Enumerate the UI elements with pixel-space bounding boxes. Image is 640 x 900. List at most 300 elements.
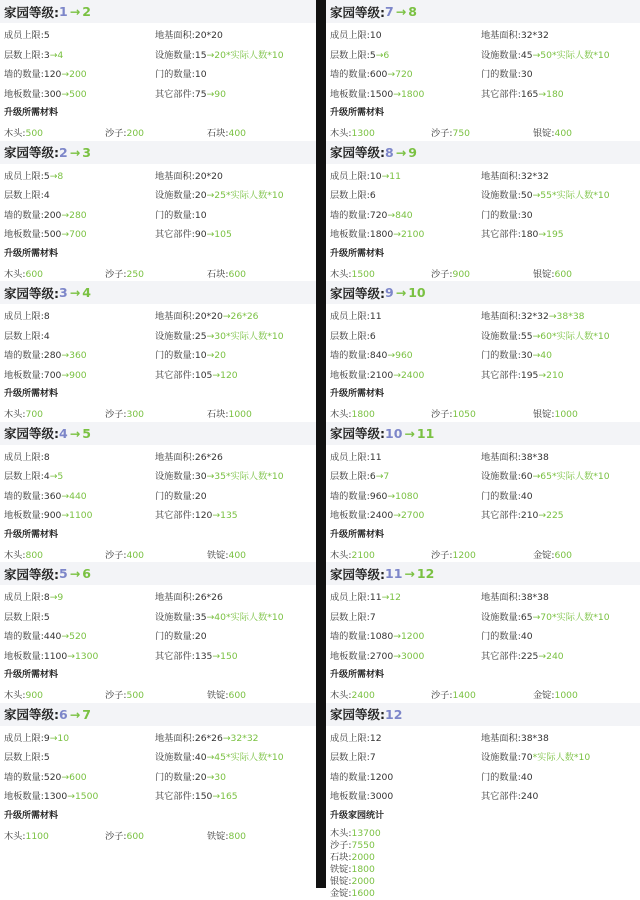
stat-cell bbox=[155, 168, 223, 182]
level-prefix: 家园等级: bbox=[330, 145, 385, 160]
stat-upgrade: →210 bbox=[538, 369, 564, 381]
material-label: 木头: bbox=[4, 128, 26, 139]
stat-label: 成员上限: bbox=[4, 592, 44, 603]
material-label: 木头: bbox=[4, 549, 26, 561]
stat-cell bbox=[481, 47, 610, 61]
stat-rows bbox=[0, 445, 316, 523]
stat-row bbox=[0, 503, 316, 523]
stat-value: 55 bbox=[520, 330, 533, 342]
stat-upgrade: →150 bbox=[212, 650, 238, 662]
stat-cell bbox=[4, 589, 63, 603]
stat-label: 地基面积: bbox=[155, 451, 195, 463]
material-value: 2400 bbox=[351, 690, 375, 701]
stat-label: 门的数量: bbox=[155, 771, 195, 783]
stat-cell bbox=[4, 226, 87, 240]
material-label: 沙子: bbox=[105, 549, 127, 561]
stat-label: 门的数量: bbox=[481, 69, 521, 80]
stat-row bbox=[326, 343, 640, 363]
stat-row bbox=[326, 445, 640, 465]
materials-row bbox=[0, 683, 316, 703]
stat-value: 32*32 bbox=[520, 170, 549, 182]
stat-upgrade: →4 bbox=[49, 49, 64, 61]
stat-cell bbox=[481, 730, 549, 744]
material-cell bbox=[431, 547, 476, 561]
stat-label: 设施数量: bbox=[155, 611, 195, 623]
stat-label: 门的数量: bbox=[481, 209, 521, 221]
stat-value: 7 bbox=[369, 611, 376, 623]
stat-label: 层数上限: bbox=[4, 752, 44, 763]
stat-value: 20*20 bbox=[194, 311, 223, 322]
stat-value: 5 bbox=[43, 30, 50, 41]
stat-upgrade: →165 bbox=[212, 791, 238, 802]
stat-label: 地板数量: bbox=[330, 369, 370, 381]
stat-label: 地板数量: bbox=[4, 510, 44, 521]
stat-rows bbox=[0, 23, 316, 101]
level-to: 3 bbox=[82, 144, 91, 160]
material-label: 木头: bbox=[4, 690, 26, 701]
stat-cell bbox=[481, 769, 533, 783]
material-label: 铁锭: bbox=[207, 830, 229, 842]
stat-value: 38*38 bbox=[520, 592, 549, 603]
stat-cell bbox=[330, 27, 382, 41]
stat-cell bbox=[155, 367, 238, 381]
stat-label: 设施数量: bbox=[481, 49, 521, 61]
level-prefix: 家园等级: bbox=[4, 4, 59, 20]
level-to: 6 bbox=[82, 566, 91, 581]
stat-label: 地基面积: bbox=[155, 732, 195, 744]
stat-value: 2100 bbox=[369, 369, 394, 381]
stat-cell bbox=[155, 468, 284, 482]
stat-cell bbox=[4, 86, 87, 100]
stat-upgrade: →12 bbox=[381, 592, 401, 603]
stat-label: 其它部件: bbox=[155, 650, 195, 662]
stat-cell bbox=[4, 628, 87, 642]
stat-value: 900 bbox=[43, 510, 62, 521]
stat-cell bbox=[330, 207, 413, 221]
stat-label: 地基面积: bbox=[481, 30, 521, 41]
totals-item bbox=[330, 852, 640, 864]
stat-value: 720 bbox=[369, 209, 388, 221]
material-label: 金锭: bbox=[533, 549, 555, 561]
stat-value: 20 bbox=[194, 631, 207, 642]
stat-label: 成员上限: bbox=[4, 311, 44, 322]
material-label: 铁锭: bbox=[207, 549, 229, 561]
stat-label: 设施数量: bbox=[155, 752, 195, 763]
stat-cell bbox=[330, 648, 424, 662]
stat-cell bbox=[4, 347, 87, 361]
stat-cell bbox=[4, 769, 87, 783]
stat-upgrade: →720 bbox=[387, 69, 413, 80]
stat-cell bbox=[481, 788, 538, 802]
stat-upgrade: →700 bbox=[61, 229, 87, 240]
stat-value: 90 bbox=[194, 229, 207, 240]
stat-cell bbox=[4, 507, 93, 521]
level-from: 4 bbox=[59, 425, 68, 441]
stat-label: 其它部件: bbox=[155, 88, 195, 100]
stat-value: 105 bbox=[194, 369, 213, 381]
stat-upgrade: →7 bbox=[375, 471, 390, 482]
stat-upgrade: →30*实际人数*10 bbox=[206, 330, 284, 342]
material-value: 700 bbox=[25, 409, 44, 420]
material-label: 木头: bbox=[330, 128, 352, 139]
stat-value: 2400 bbox=[369, 510, 394, 521]
level-prefix: 家园等级: bbox=[4, 566, 59, 582]
stat-cell bbox=[155, 628, 207, 642]
arrow-icon: → bbox=[69, 285, 81, 300]
stat-value: 195 bbox=[520, 369, 539, 381]
stat-cell bbox=[330, 66, 413, 80]
stat-cell bbox=[155, 609, 284, 623]
totals-value: 7550 bbox=[351, 839, 375, 851]
level-from: 3 bbox=[59, 285, 68, 300]
level-block bbox=[326, 141, 640, 282]
stat-cell bbox=[155, 788, 238, 802]
stat-label: 门的数量: bbox=[155, 350, 195, 361]
material-cell bbox=[4, 687, 43, 701]
material-value: 800 bbox=[25, 549, 44, 561]
stat-upgrade: →1200 bbox=[393, 631, 425, 642]
stat-rows bbox=[326, 445, 640, 523]
stat-label: 设施数量: bbox=[481, 611, 521, 623]
stat-upgrade: →55*实际人数*10 bbox=[532, 190, 610, 201]
stat-value: 50 bbox=[520, 190, 533, 201]
stat-row bbox=[0, 484, 316, 504]
material-value: 500 bbox=[126, 690, 145, 701]
totals-label: 铁锭: bbox=[330, 863, 352, 875]
stat-value: 10 bbox=[369, 30, 382, 41]
stat-upgrade: →2700 bbox=[393, 510, 425, 521]
stat-cell bbox=[481, 367, 564, 381]
stat-label: 地基面积: bbox=[481, 451, 521, 463]
stat-label: 其它部件: bbox=[155, 229, 195, 240]
level-to: 9 bbox=[408, 144, 417, 160]
stat-row bbox=[326, 605, 640, 625]
stat-row bbox=[326, 585, 640, 605]
stat-upgrade: →600 bbox=[61, 771, 87, 783]
stat-value: 6 bbox=[369, 190, 376, 201]
stat-value: 200 bbox=[43, 209, 62, 221]
stat-cell bbox=[481, 488, 533, 502]
level-block bbox=[0, 141, 316, 282]
stat-label: 地基面积: bbox=[155, 170, 195, 182]
stat-label: 层数上限: bbox=[330, 752, 370, 763]
stat-upgrade: →520 bbox=[61, 631, 87, 642]
stat-cell bbox=[155, 207, 207, 221]
level-header bbox=[326, 422, 640, 445]
stat-rows bbox=[326, 23, 640, 101]
stat-row bbox=[326, 203, 640, 223]
materials-heading: 升级所需材料 bbox=[4, 389, 59, 399]
stat-value: 20*20 bbox=[194, 170, 223, 182]
stat-value: 8 bbox=[43, 592, 50, 603]
stat-cell bbox=[481, 628, 533, 642]
level-header bbox=[0, 562, 316, 585]
stat-value: 520 bbox=[43, 771, 62, 783]
stat-label: 设施数量: bbox=[481, 471, 521, 482]
stat-value: 9 bbox=[43, 732, 50, 744]
level-header bbox=[0, 703, 316, 726]
stat-row bbox=[0, 304, 316, 324]
stat-value: 1200 bbox=[369, 771, 394, 783]
stat-upgrade: →32*32 bbox=[222, 732, 259, 744]
stat-label: 其它部件: bbox=[481, 791, 521, 802]
materials-heading: 升级所需材料 bbox=[4, 248, 59, 259]
level-to: 8 bbox=[408, 4, 417, 19]
level-from: 6 bbox=[59, 706, 68, 722]
stat-row bbox=[0, 23, 316, 43]
stat-value: 5 bbox=[43, 170, 50, 182]
stat-row bbox=[0, 324, 316, 344]
stat-label: 其它部件: bbox=[481, 369, 521, 381]
stat-value: 10 bbox=[194, 350, 207, 361]
stat-upgrade: →900 bbox=[61, 369, 87, 381]
stat-label: 门的数量: bbox=[155, 69, 195, 80]
stat-value: 5 bbox=[43, 752, 50, 763]
stat-cell bbox=[155, 86, 226, 100]
material-value: 400 bbox=[554, 128, 573, 139]
material-label: 沙子: bbox=[105, 268, 127, 280]
stat-value: 26*26 bbox=[194, 592, 223, 603]
stat-cell bbox=[4, 66, 87, 80]
stat-row bbox=[0, 585, 316, 605]
stat-label: 门的数量: bbox=[481, 490, 521, 502]
level-number: 12 bbox=[385, 706, 403, 722]
stat-row bbox=[326, 82, 640, 102]
stat-cell bbox=[481, 589, 549, 603]
material-label: 石块: bbox=[207, 268, 229, 280]
stat-cell bbox=[481, 168, 549, 182]
stat-row bbox=[0, 464, 316, 484]
stat-label: 层数上限: bbox=[4, 471, 44, 482]
stat-cell bbox=[155, 328, 284, 342]
material-value: 600 bbox=[228, 268, 247, 280]
material-cell bbox=[207, 547, 246, 561]
stat-value: 10 bbox=[194, 209, 207, 221]
level-block bbox=[326, 422, 640, 563]
stat-row bbox=[326, 726, 640, 746]
totals-item bbox=[330, 840, 640, 852]
materials-heading: 升级所需材料 bbox=[330, 108, 385, 118]
stat-upgrade: →90 bbox=[206, 88, 226, 100]
material-cell bbox=[533, 547, 572, 561]
material-value: 600 bbox=[25, 268, 44, 280]
stat-upgrade: →500 bbox=[61, 88, 87, 100]
stat-label: 其它部件: bbox=[481, 650, 521, 662]
stat-label: 地板数量: bbox=[4, 791, 44, 802]
materials-row bbox=[0, 543, 316, 563]
stat-cell bbox=[330, 788, 393, 802]
stat-upgrade: →6 bbox=[375, 49, 390, 61]
stat-value: 1800 bbox=[369, 229, 394, 240]
totals-item bbox=[330, 828, 640, 840]
stat-label: 地板数量: bbox=[4, 229, 44, 240]
stat-row bbox=[0, 62, 316, 82]
totals-heading: 升级家园统计 bbox=[330, 810, 385, 821]
stat-cell bbox=[155, 488, 207, 502]
stat-value: 4 bbox=[43, 471, 50, 482]
stat-upgrade: →225 bbox=[538, 510, 564, 521]
level-header bbox=[0, 281, 316, 304]
stat-cell bbox=[330, 628, 424, 642]
stat-label: 墙的数量: bbox=[330, 350, 370, 361]
stat-value: 1100 bbox=[43, 650, 68, 662]
totals-label: 木头: bbox=[330, 827, 352, 839]
material-label: 木头: bbox=[330, 690, 352, 701]
stat-upgrade: →840 bbox=[387, 209, 413, 221]
stat-value: 38*38 bbox=[520, 451, 549, 463]
stat-value: 38*38 bbox=[520, 732, 549, 744]
stat-value: 960 bbox=[369, 490, 388, 502]
stat-value: 26*26 bbox=[194, 732, 223, 744]
material-label: 银锭: bbox=[533, 409, 555, 420]
material-cell bbox=[105, 125, 144, 139]
stat-label: 层数上限: bbox=[330, 49, 370, 61]
stat-upgrade: →5 bbox=[49, 471, 64, 482]
totals-label: 金锭: bbox=[330, 887, 352, 899]
level-block bbox=[0, 703, 316, 844]
stat-cell bbox=[330, 609, 376, 623]
material-value: 900 bbox=[25, 690, 44, 701]
stat-row bbox=[326, 304, 640, 324]
stat-value: 10 bbox=[194, 69, 207, 80]
stat-cell bbox=[481, 207, 533, 221]
stat-cell bbox=[330, 308, 382, 322]
stat-cell bbox=[330, 367, 424, 381]
material-value: 1300 bbox=[351, 128, 375, 139]
totals-value: 1600 bbox=[351, 887, 375, 899]
stat-value: 65 bbox=[520, 611, 533, 623]
material-cell bbox=[533, 266, 572, 280]
stat-label: 设施数量: bbox=[481, 190, 521, 201]
arrow-icon: → bbox=[404, 566, 415, 581]
stat-cell bbox=[155, 449, 223, 463]
material-cell bbox=[533, 687, 578, 701]
arrow-icon: → bbox=[69, 706, 81, 722]
stat-value: 40 bbox=[520, 771, 533, 783]
stat-row bbox=[326, 23, 640, 43]
stat-value: 11 bbox=[369, 592, 382, 603]
stat-value: 32*32 bbox=[520, 311, 549, 322]
stat-row bbox=[0, 222, 316, 242]
totals-label: 石块: bbox=[330, 851, 352, 863]
level-from: 1 bbox=[59, 4, 68, 19]
stat-cell bbox=[481, 648, 564, 662]
right-column bbox=[326, 0, 640, 899]
stat-label: 墙的数量: bbox=[330, 69, 370, 80]
stat-label: 墙的数量: bbox=[4, 771, 44, 783]
stat-upgrade: →26*26 bbox=[222, 311, 259, 322]
stat-label: 门的数量: bbox=[155, 490, 195, 502]
stat-cell bbox=[330, 47, 389, 61]
stat-cell bbox=[155, 308, 259, 322]
material-label: 沙子: bbox=[431, 128, 453, 139]
stat-rows bbox=[326, 585, 640, 663]
material-cell bbox=[431, 125, 470, 139]
level-from: 11 bbox=[385, 566, 403, 581]
stat-row bbox=[0, 343, 316, 363]
stat-row bbox=[0, 784, 316, 804]
material-cell bbox=[330, 547, 375, 561]
stat-row bbox=[0, 183, 316, 203]
stat-upgrade: →60*实际人数*10 bbox=[532, 330, 610, 342]
stat-cell bbox=[481, 226, 564, 240]
stat-label: 设施数量: bbox=[481, 752, 521, 763]
stat-value: 600 bbox=[369, 69, 388, 80]
stat-label: 地基面积: bbox=[155, 311, 195, 322]
materials-row bbox=[326, 402, 640, 422]
stat-label: 成员上限: bbox=[4, 170, 44, 182]
totals-value: 2000 bbox=[351, 875, 375, 887]
materials-row bbox=[326, 543, 640, 563]
stat-row bbox=[326, 624, 640, 644]
stat-label: 其它部件: bbox=[481, 229, 521, 240]
stat-label: 地基面积: bbox=[155, 30, 195, 41]
stat-value: 7 bbox=[369, 752, 376, 763]
stat-value: 280 bbox=[43, 350, 62, 361]
material-value: 200 bbox=[126, 128, 145, 139]
materials-row bbox=[326, 262, 640, 282]
stat-row bbox=[326, 324, 640, 344]
level-header bbox=[0, 141, 316, 164]
totals-value: 13700 bbox=[351, 827, 381, 839]
material-value: 800 bbox=[228, 830, 247, 842]
arrow-icon: → bbox=[395, 285, 407, 300]
stat-cell bbox=[481, 449, 549, 463]
stat-cell bbox=[4, 168, 63, 182]
materials-row bbox=[326, 121, 640, 141]
level-prefix: 家园等级: bbox=[330, 426, 385, 441]
material-value: 1050 bbox=[452, 409, 476, 420]
stat-label: 地板数量: bbox=[330, 791, 370, 802]
stat-label: 成员上限: bbox=[330, 311, 370, 322]
materials-heading: 升级所需材料 bbox=[330, 670, 385, 680]
material-value: 1100 bbox=[25, 830, 49, 842]
stat-value: 840 bbox=[369, 350, 388, 361]
stat-value: 225 bbox=[520, 650, 539, 662]
stat-label: 地板数量: bbox=[4, 369, 44, 381]
stat-upgrade: →280 bbox=[61, 209, 87, 221]
material-cell bbox=[105, 687, 144, 701]
material-label: 沙子: bbox=[105, 409, 127, 420]
stat-value: 26*26 bbox=[194, 451, 223, 463]
level-prefix: 家园等级: bbox=[330, 566, 385, 582]
stat-row bbox=[0, 164, 316, 184]
stat-cell bbox=[4, 609, 50, 623]
stat-label: 地基面积: bbox=[155, 592, 195, 603]
material-value: 1000 bbox=[554, 409, 578, 420]
stat-row bbox=[0, 745, 316, 765]
stat-value: 20 bbox=[194, 771, 207, 783]
stat-value: 240 bbox=[520, 791, 539, 802]
stat-value: 30 bbox=[520, 350, 533, 361]
stat-value: 3000 bbox=[369, 791, 394, 802]
stat-cell bbox=[330, 328, 376, 342]
materials-row bbox=[326, 683, 640, 703]
material-value: 300 bbox=[126, 409, 145, 420]
level-header bbox=[326, 0, 640, 23]
material-label: 石块: bbox=[207, 409, 229, 420]
stat-row bbox=[0, 605, 316, 625]
stat-upgrade: →120 bbox=[212, 369, 238, 381]
materials-row bbox=[0, 824, 316, 844]
material-label: 木头: bbox=[4, 409, 26, 420]
stat-cell bbox=[155, 187, 284, 201]
stat-value: 40 bbox=[520, 631, 533, 642]
stat-cell bbox=[155, 47, 284, 61]
stat-cell bbox=[330, 749, 376, 763]
level-prefix: 家园等级: bbox=[4, 285, 59, 301]
stat-row bbox=[326, 62, 640, 82]
